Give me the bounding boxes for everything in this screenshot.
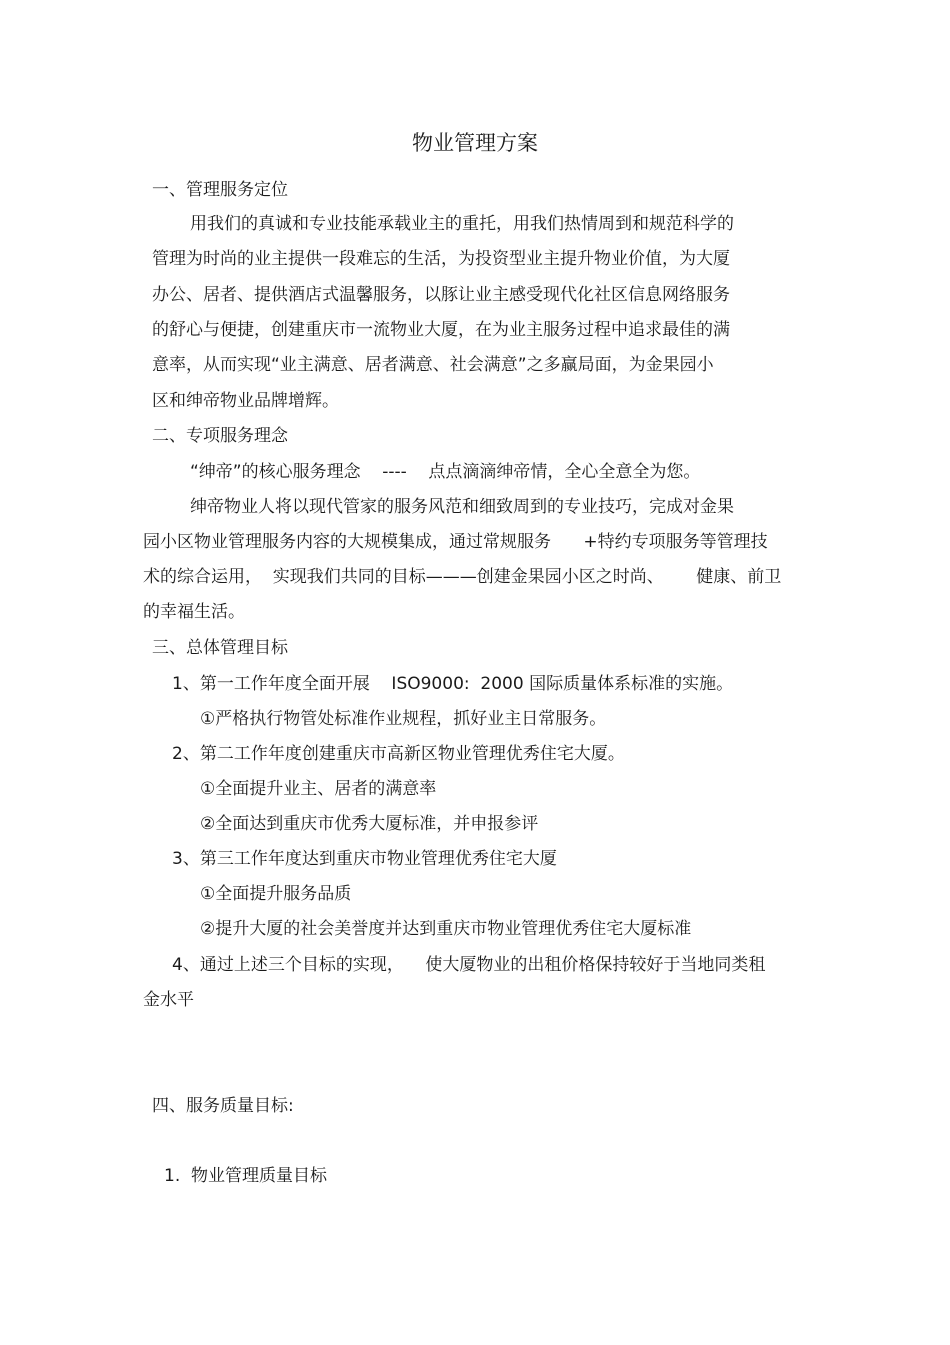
list-subitem: ①全面提升服务品质 [200, 884, 352, 904]
list-item: 1、第一工作年度全面开展 ISO9000: 2000 国际质量体系标准的实施。 [172, 674, 734, 694]
section-heading-3: 三、总体管理目标 [152, 638, 288, 658]
list-item: 4、通过上述三个目标的实现， 使大厦物业的出租价格保持较好于当地同类租 [172, 955, 766, 975]
paragraph-line: 区和绅帝物业品牌增辉。 [152, 391, 339, 411]
list-subitem: ①全面提升业主、居者的满意率 [200, 779, 437, 799]
paragraph-line: 绅帝物业人将以现代管家的服务风范和细致周到的专业技巧，完成对金果 [190, 497, 734, 517]
paragraph-line: “绅帝”的核心服务理念 ---- 点点滴滴绅帝情，全心全意全为您。 [190, 462, 701, 482]
list-item: 2、第二工作年度创建重庆市高新区物业管理优秀住宅大厦。 [172, 744, 625, 764]
list-subitem: ②全面达到重庆市优秀大厦标准，并申报参评 [200, 814, 539, 834]
list-subitem: ①严格执行物管处标准作业规程，抓好业主日常服务。 [200, 709, 607, 729]
section-heading-2: 二、专项服务理念 [152, 426, 288, 446]
paragraph-line: 意率，从而实现“业主满意、居者满意、社会满意”之多赢局面，为金果园小 [152, 355, 714, 375]
list-item: 1. 物业管理质量目标 [164, 1166, 328, 1186]
list-item: 3、第三工作年度达到重庆市物业管理优秀住宅大厦 [172, 849, 557, 869]
list-subitem: ②提升大厦的社会美誉度并达到重庆市物业管理优秀住宅大厦标准 [200, 919, 692, 939]
paragraph-line: 管理为时尚的业主提供一段难忘的生活，为投资型业主提升物业价值，为大厦 [152, 249, 730, 269]
section-heading-4: 四、服务质量目标: [152, 1096, 294, 1116]
paragraph-line: 的舒心与便捷，创建重庆市一流物业大厦，在为业主服务过程中追求最佳的满 [152, 320, 730, 340]
paragraph-line: 办公、居者、提供酒店式温馨服务，以豚让业主感受现代化社区信息网络服务 [152, 285, 730, 305]
list-item-continuation: 金水平 [143, 990, 194, 1010]
paragraph-line: 术的综合运用， 实现我们共同的目标———创建金果园小区之时尚、 健康、前卫 [143, 567, 782, 587]
paragraph-line: 用我们的真诚和专业技能承载业主的重托，用我们热情周到和规范科学的 [190, 214, 734, 234]
paragraph-line: 的幸福生活。 [143, 602, 245, 622]
document-title: 物业管理方案 [412, 131, 538, 155]
paragraph-line: 园小区物业管理服务内容的大规模集成，通过常规服务 +特约专项服务等管理技 [143, 532, 768, 552]
section-heading-1: 一、管理服务定位 [152, 180, 288, 200]
